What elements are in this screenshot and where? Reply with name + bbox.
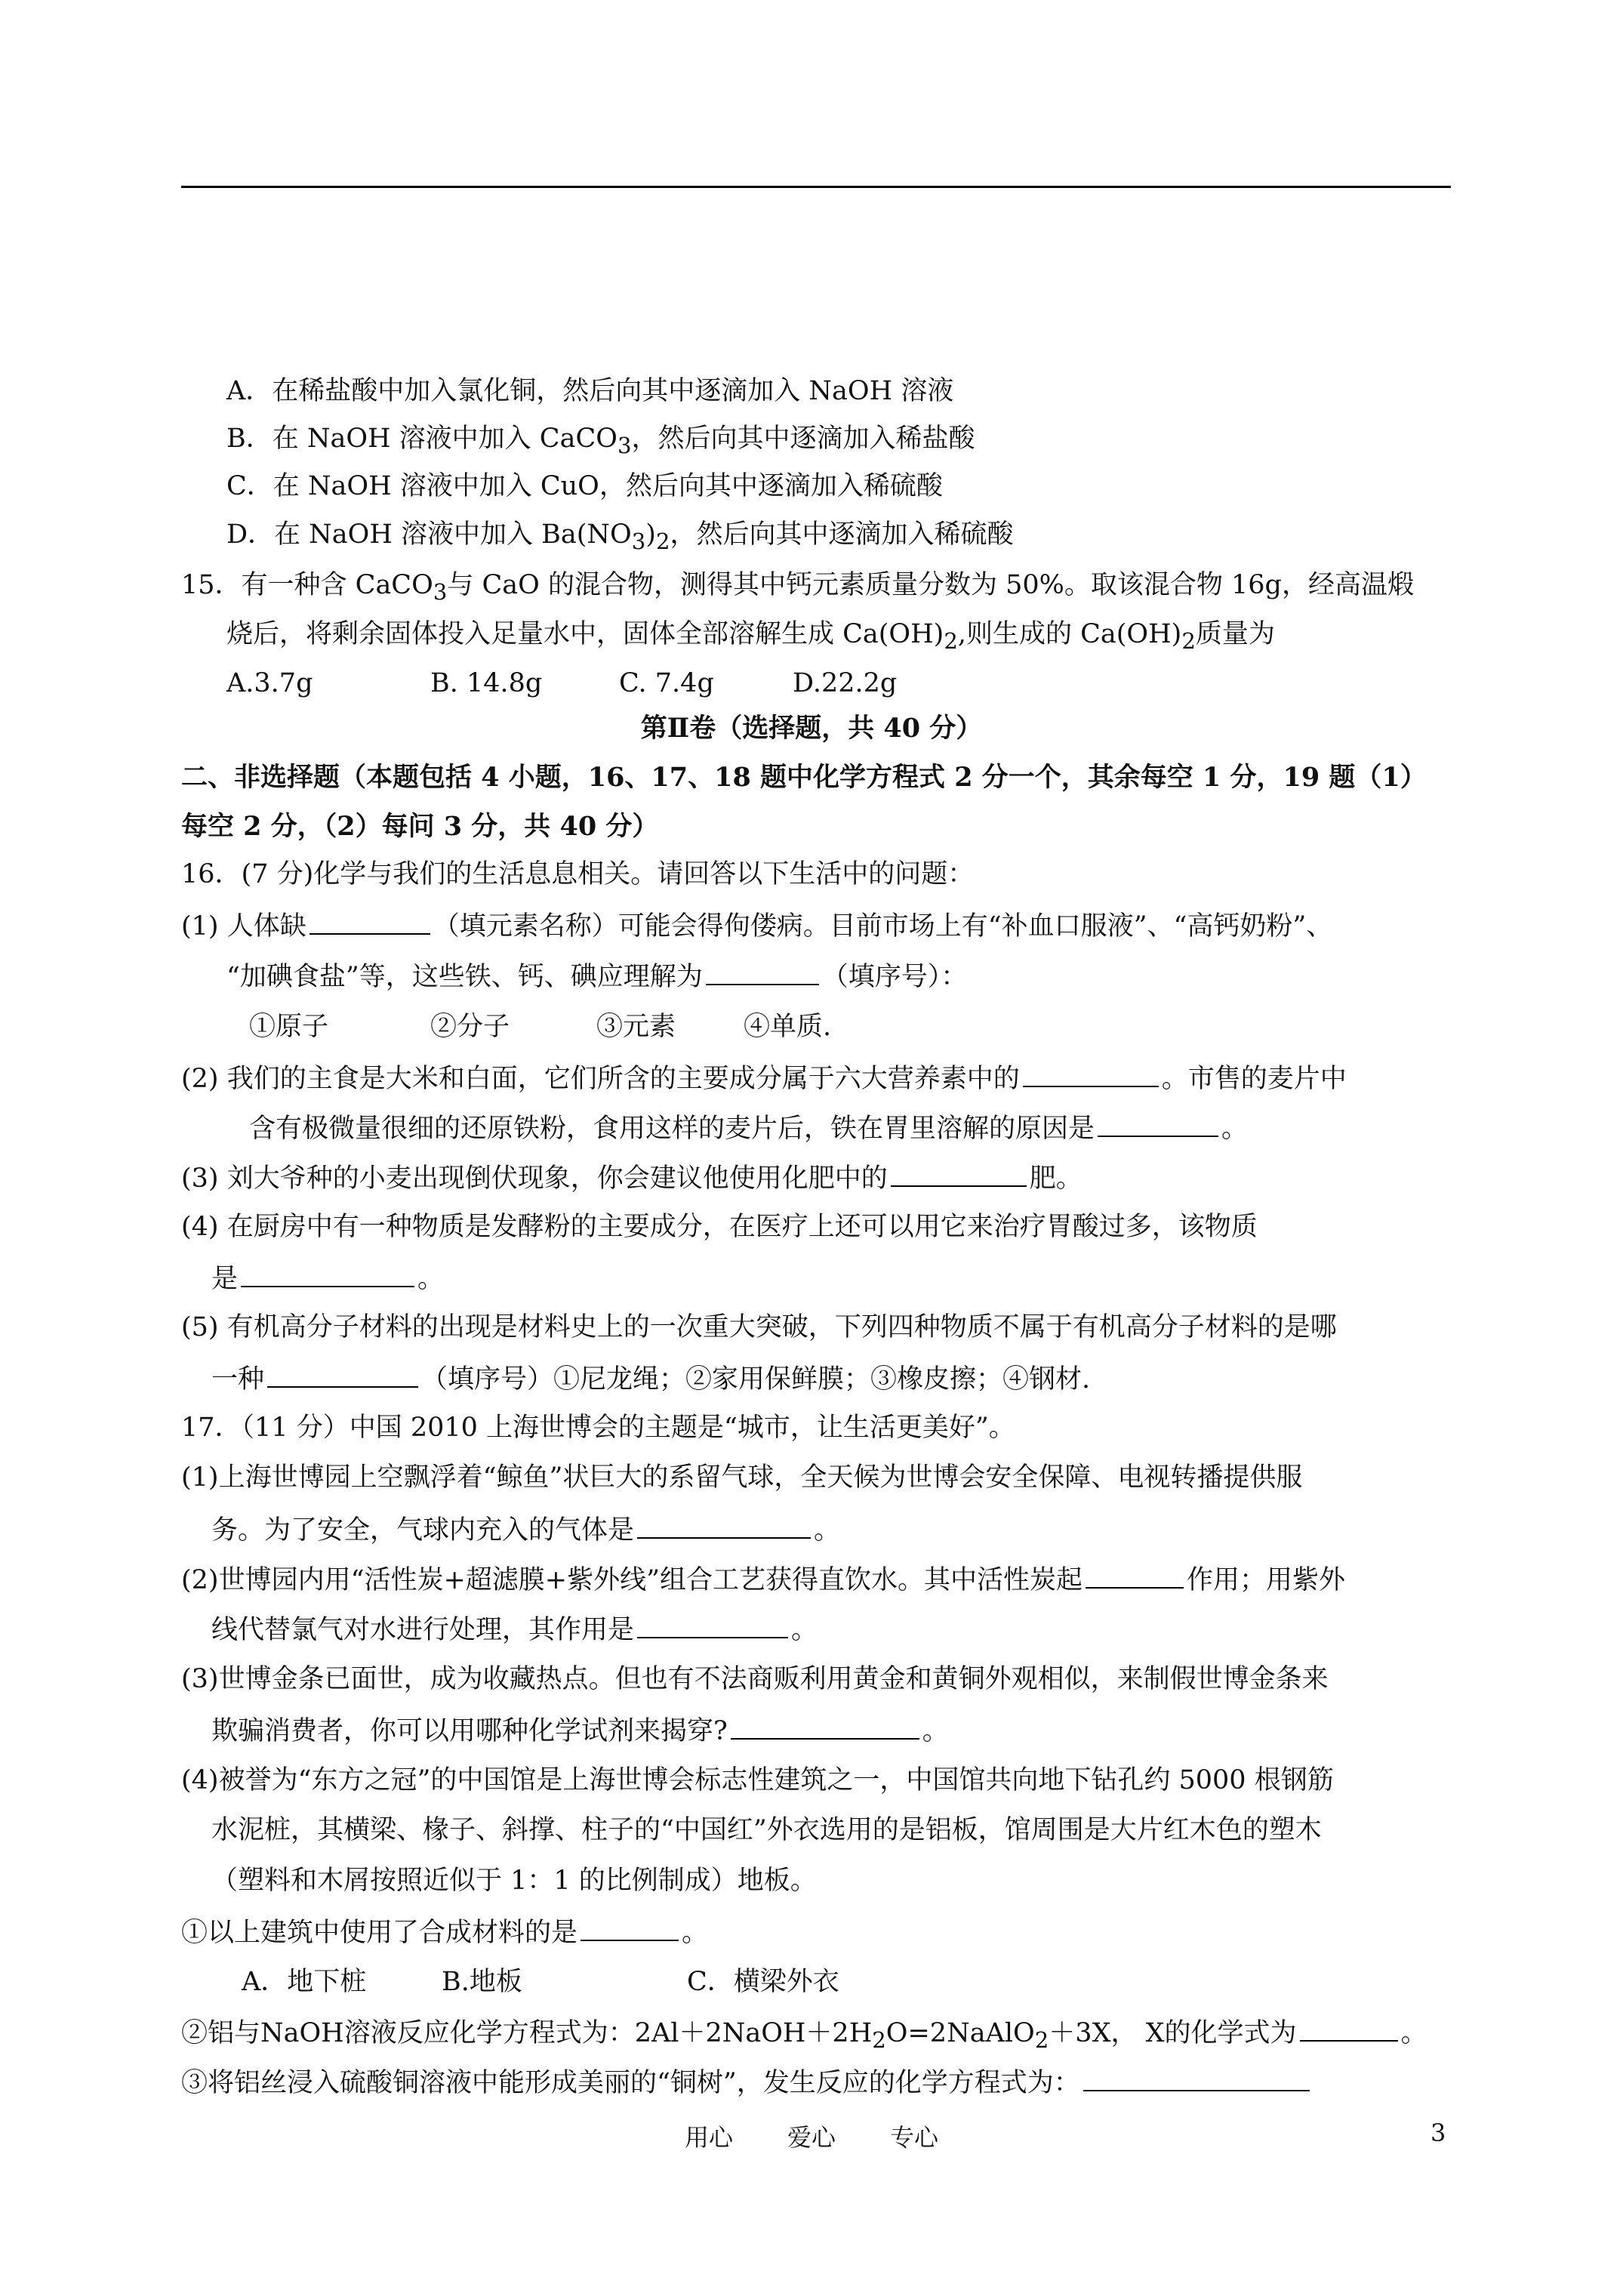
q17-intro: 17．（11 分）中国 2010 上海世博会的主题是“城市，让生活更美好”。 [181,1413,1015,1443]
q15-option-d: D.22.2g [793,668,898,698]
q16-intro: 16．(7 分)化学与我们的生活息息相关。请回答以下生活中的问题： [181,859,975,889]
q14-option-d: D．在 NaOH 溶液中加入 $Ba(NO_3)_2$，然后向其中逐滴加入稀硫酸 [226,519,1014,554]
q17-part1-line2: 务。为了安全，气球内充入的气体是 。 [211,1510,840,1548]
q15-option-c: C. 7.4g [619,668,714,698]
q17-sub1-choices [242,1963,839,2001]
q15-line-2: 烧后，将剩余固体投入足量水中，固体全部溶解生成 $Ca(OH)_2$,则生成的 $Ca(OH)_2$质量为 [226,619,1275,654]
answer-blank[interactable] [310,906,430,935]
q14-option-c: C．在 NaOH 溶液中加入 CuO，然后向其中逐滴加入稀硫酸 [226,471,943,501]
answer-blank[interactable] [1023,1059,1159,1087]
page-footer [0,2119,1623,2153]
header-rule [181,186,1451,188]
q17-part4-line3: （塑料和木屑按照近似于 1：1 的比例制成）地板。 [211,1866,817,1896]
q16-part1-line2: “加碘食盐”等，这些铁、钙、碘应理解为 （填序号）： [226,957,967,994]
q17-part1-line1: (1)上海世博园上空飘浮着“鲸鱼”状巨大的系留气球，全天候为世博会安全保障、电视转播提供服 [181,1462,1303,1493]
footer-item: 用心 [684,2123,733,2152]
footer-item: 爱心 [787,2123,836,2152]
answer-blank[interactable] [267,1359,418,1388]
answer-blank[interactable] [241,1259,414,1287]
q16-part3: (3) 刘大爷种的小麦出现倒伏现象，你会建议他使用化肥中的 肥。 [181,1158,1083,1196]
section-title: 第Ⅱ卷（选择题，共 40 分） [640,713,983,744]
answer-blank[interactable] [1098,1108,1218,1137]
choice-item: ①原子 [249,1012,329,1042]
q17-part2-line1: (2)世博园内用“活性炭+超滤膜+紫外线”组合工艺获得直饮水。其中活性炭起 作用；用紫外 [181,1560,1345,1598]
choice-item: A．地下桩 [242,1967,367,1997]
q15-option-a: A.3.7g [226,668,313,698]
answer-blank[interactable] [1300,2013,1398,2042]
answer-blank[interactable] [706,957,819,985]
choice-item: ③元素 [596,1012,676,1042]
section-heading-line-2: 每空 2 分，（2）每问 3 分，共 40 分） [181,811,659,842]
q17-part2-line2: 线代替氯气对水进行处理，其作用是 。 [211,1610,818,1647]
q15-options [226,664,897,702]
q17-sub3: ③将铝丝浸入硫酸铜溶液中能形成美丽的“铜树”，发生反应的化学方程式为： [181,2063,1313,2100]
choice-item: ②分子 [430,1012,510,1042]
page-number: 3 [1431,2119,1446,2147]
answer-blank[interactable] [637,1610,788,1638]
answer-blank[interactable] [581,1912,679,1941]
answer-blank[interactable] [891,1158,1027,1187]
q17-part4-line2: 水泥桩，其横梁、椽子、斜撑、柱子的“中国红”外衣选用的是铝板，馆周围是大片红木色的塑木 [211,1815,1322,1845]
answer-blank[interactable] [1086,1560,1184,1589]
q16-part1-line1: (1) 人体缺 （填元素名称）可能会得佝偻病。目前市场上有“补血口服液”、“高钙奶粉”、 [181,906,1332,944]
q16-part2-line2: 含有极微量很细的还原铁粉，食用这样的麦片后，铁在胃里溶解的原因是 。 [249,1108,1248,1146]
q16-part5-line2: 一种 （填序号）①尼龙绳；②家用保鲜膜；③橡皮擦；④钢材. [211,1359,1090,1397]
q14-option-b: B．在 NaOH 溶液中加入 CaCO$_3$，然后向其中逐滴加入稀盐酸 [226,424,975,458]
footer-item: 专心 [890,2123,939,2152]
section-heading-line-1: 二、非选择题（本题包括 4 小题，16、17、18 题中化学方程式 2 分一个，其余每空 1 分，19 题（1） [181,762,1427,793]
choice-item: C．横梁外衣 [687,1967,839,1997]
choice-item: B.地板 [442,1967,522,1997]
q14-option-a: A．在稀盐酸中加入氯化铜，然后向其中逐滴加入 NaOH 溶液 [226,376,954,406]
q15-line-1: 15．有一种含 CaCO$_3$与 CaO 的混合物，测得其中钙元素质量分数为 50%。取该混合物 16g，经高温煅 [181,570,1414,605]
q17-sub2: ②铝与NaOH溶液反应化学方程式为：$2Al+2NaOH+2H_2O=2NaAlO_2+3X$， X的化学式为 。 [181,2013,1427,2051]
q17-part3-line1: (3)世博金条已面世，成为收藏热点。但也有不法商贩利用黄金和黄铜外观相似，来制假世博金条来 [181,1664,1329,1694]
q17-part3-line2: 欺骗消费者，你可以用哪种化学试剂来揭穿? 。 [211,1711,949,1749]
q16-part2-line1: (2) 我们的主食是大米和白面，它们所含的主要成分属于六大营养素中的 。市售的麦片中 [181,1059,1347,1096]
q16-part1-choices [249,1008,831,1046]
choice-item: ④单质. [744,1012,832,1042]
answer-blank[interactable] [1083,2063,1310,2091]
q16-part5-line1: (5) 有机高分子材料的出现是材料史上的一次重大突破，下列四种物质不属于有机高分子材料的是哪 [181,1312,1337,1342]
q16-part4-line2: 是 。 [211,1259,444,1296]
q15-option-b: B. 14.8g [430,668,543,698]
q17-sub1: ①以上建筑中使用了合成材料的是 。 [181,1912,708,1950]
answer-blank[interactable] [731,1711,919,1740]
q16-part4-line1: (4) 在厨房中有一种物质是发酵粉的主要成分，在医疗上还可以用它来治疗胃酸过多，该物质 [181,1212,1258,1242]
q17-part4-line1: (4)被誉为“东方之冠”的中国馆是上海世博会标志性建筑之一，中国馆共向地下钻孔约 5000 根钢筋 [181,1765,1334,1795]
answer-blank[interactable] [637,1510,811,1539]
